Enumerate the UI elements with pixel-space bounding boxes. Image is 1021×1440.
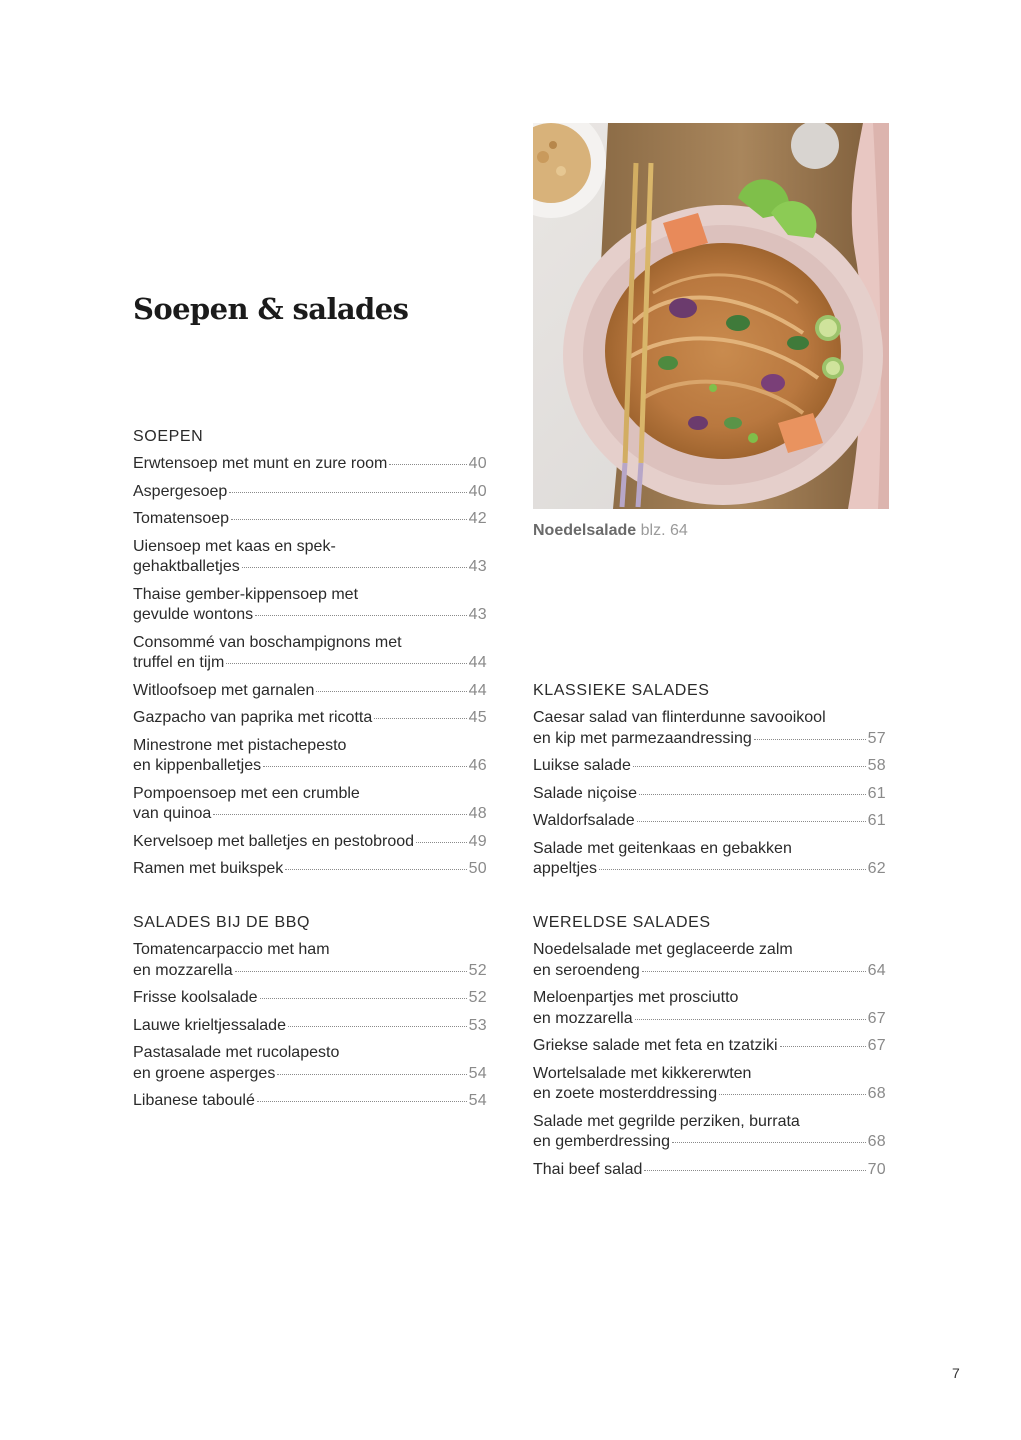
entry-page-number: 43 xyxy=(468,606,487,623)
dot-leader xyxy=(242,567,467,568)
entry-page-number: 68 xyxy=(867,1085,886,1102)
entry-title-line: en groene asperges xyxy=(133,1064,276,1082)
entry-page-number: 67 xyxy=(867,1037,886,1054)
section-wereldse-salades xyxy=(533,913,886,1187)
entry-page-number: 50 xyxy=(468,860,487,877)
entry-page-number: 54 xyxy=(468,1064,487,1082)
toc-entry xyxy=(133,708,487,729)
toc-entry xyxy=(133,1043,487,1084)
toc-entry xyxy=(133,482,487,503)
entry-title-line: Luikse salade xyxy=(533,757,631,774)
toc-entry xyxy=(533,839,886,880)
entry-title-line: Erwtensoep met munt en zure room xyxy=(133,455,388,472)
entry-title-line: Pompoensoep met een crumble xyxy=(133,784,360,802)
entry-page-number: 49 xyxy=(468,832,487,850)
toc-entry xyxy=(133,681,487,702)
entry-page-number: 42 xyxy=(468,510,487,527)
toc-entry xyxy=(533,1036,886,1057)
dot-leader xyxy=(263,766,467,767)
toc-entry xyxy=(133,784,487,825)
dot-leader xyxy=(235,971,467,972)
toc-entry xyxy=(133,940,487,981)
entry-title-line: appeltjes xyxy=(533,860,598,877)
entry-title-line: Consommé van boschampignons met xyxy=(133,633,402,651)
toc-entry xyxy=(133,537,487,578)
toc-entry xyxy=(133,988,487,1009)
noodle-salad-photo xyxy=(533,123,889,509)
dot-leader xyxy=(288,1026,467,1027)
entry-title-line: Witloofsoep met garnalen xyxy=(133,681,315,699)
recipe-list xyxy=(533,708,886,880)
dot-leader xyxy=(599,869,866,870)
toc-entry xyxy=(133,509,487,530)
page-number: 7 xyxy=(952,1365,960,1381)
section-salades-bij-de-bbq xyxy=(133,913,487,1119)
entry-page-number: 70 xyxy=(867,1160,886,1178)
dot-leader xyxy=(644,1170,865,1171)
entry-title-line: Aspergesoep xyxy=(133,482,228,500)
entry-title-line: Salade niçoise xyxy=(533,784,638,802)
entry-title-line: truffel en tijm xyxy=(133,654,225,671)
entry-title-line: Thai beef salad xyxy=(533,1160,643,1178)
entry-page-number: 62 xyxy=(867,860,886,877)
entry-title-line: en seroendeng xyxy=(533,961,640,979)
entry-title-line: Salade met geitenkaas en gebakken xyxy=(533,839,792,857)
entry-page-number: 52 xyxy=(468,961,487,979)
entry-page-number: 44 xyxy=(468,654,487,671)
toc-entry xyxy=(533,988,886,1029)
entry-title-line: en kip met parmezaandressing xyxy=(533,729,752,747)
toc-entry xyxy=(533,756,886,777)
entry-title-line: Libanese taboulé xyxy=(133,1092,255,1109)
dot-leader xyxy=(672,1142,866,1143)
entry-title-line: Minestrone met pistachepesto xyxy=(133,736,347,754)
entry-page-number: 52 xyxy=(468,989,487,1006)
entry-page-number: 46 xyxy=(468,757,487,774)
entry-page-number: 64 xyxy=(867,961,886,979)
toc-entry xyxy=(533,940,886,981)
entry-page-number: 48 xyxy=(468,805,487,822)
dot-leader xyxy=(389,464,466,465)
entry-page-number: 43 xyxy=(468,558,487,575)
dot-leader xyxy=(316,691,466,692)
entry-page-number: 61 xyxy=(867,784,886,802)
entry-title-line: en zoete mosterddressing xyxy=(533,1085,718,1102)
entry-title-line: en mozzarella xyxy=(533,1009,633,1027)
entry-page-number: 53 xyxy=(468,1016,487,1034)
toc-entry xyxy=(133,859,487,880)
entry-title-line: gehaktballetjes xyxy=(133,558,240,575)
dot-leader xyxy=(780,1046,866,1047)
entry-page-number: 54 xyxy=(468,1092,487,1109)
entry-title-line: Pastasalade met rucolapesto xyxy=(133,1044,340,1061)
dot-leader xyxy=(642,971,866,972)
entry-title-line: Noedelsalade met geglaceerde zalm xyxy=(533,941,793,958)
dot-leader xyxy=(719,1094,865,1095)
entry-page-number: 61 xyxy=(867,812,886,829)
entry-title-line: van quinoa xyxy=(133,805,212,822)
entry-page-number: 44 xyxy=(468,681,487,699)
photo-caption-name: Noedelsalade xyxy=(533,522,637,539)
toc-entry xyxy=(133,832,487,853)
entry-title-line: Thaise gember-kippensoep met xyxy=(133,585,359,603)
page-title: Soepen & salades xyxy=(133,292,409,326)
dot-leader xyxy=(229,492,466,493)
entry-page-number: 68 xyxy=(867,1133,886,1150)
entry-title-line: Waldorfsalade xyxy=(533,812,635,829)
entry-title-line: Kervelsoep met balletjes en pestobrood xyxy=(133,832,415,850)
section-soepen xyxy=(133,427,487,887)
entry-title-line: Meloenpartjes met prosciutto xyxy=(533,989,739,1006)
entry-title-line: Tomatencarpaccio met ham xyxy=(133,941,330,958)
entry-title-line: Frisse koolsalade xyxy=(133,989,258,1006)
dot-leader xyxy=(255,615,467,616)
toc-entry xyxy=(533,1064,886,1105)
entry-title-line: Gazpacho van paprika met ricotta xyxy=(133,709,373,726)
entry-title-line: en kippenballetjes xyxy=(133,757,262,774)
entry-page-number: 45 xyxy=(468,709,487,726)
dot-leader xyxy=(754,739,866,740)
dot-leader xyxy=(226,663,466,664)
entry-title-line: Caesar salad van flinterdunne savooikool xyxy=(533,709,826,726)
entry-title-line: Salade met gegrilde perziken, burrata xyxy=(533,1112,800,1130)
section-heading: SOEPEN xyxy=(133,428,204,445)
dot-leader xyxy=(260,998,467,999)
toc-entry xyxy=(133,736,487,777)
toc-entry xyxy=(133,1091,487,1112)
dot-leader xyxy=(374,718,466,719)
dot-leader xyxy=(231,519,467,520)
photo-caption xyxy=(533,521,688,541)
recipe-list xyxy=(533,940,886,1180)
entry-title-line: Lauwe krieltjessalade xyxy=(133,1016,286,1034)
dot-leader xyxy=(637,821,866,822)
dot-leader xyxy=(213,814,466,815)
dot-leader xyxy=(635,1019,866,1020)
entry-title-line: Griekse salade met feta en tzatziki xyxy=(533,1037,778,1054)
entry-title-line: Uiensoep met kaas en spek- xyxy=(133,537,336,555)
section-heading: SALADES BIJ DE BBQ xyxy=(133,914,311,931)
recipe-list xyxy=(133,940,487,1112)
toc-entry xyxy=(533,708,886,749)
entry-page-number: 40 xyxy=(468,455,487,472)
toc-entry xyxy=(133,633,487,674)
toc-entry xyxy=(533,1160,886,1181)
dot-leader xyxy=(277,1074,466,1075)
photo-caption-page: blz. 64 xyxy=(640,522,688,539)
toc-entry xyxy=(133,454,487,475)
entry-title-line: Ramen met buikspek xyxy=(133,860,284,877)
toc-entry xyxy=(533,811,886,832)
entry-title-line: en mozzarella xyxy=(133,961,233,979)
entry-page-number: 40 xyxy=(468,482,487,500)
recipe-list xyxy=(133,454,487,880)
toc-entry xyxy=(533,1112,886,1153)
entry-title-line: Wortelsalade met kikkererwten xyxy=(533,1064,752,1082)
toc-entry xyxy=(133,585,487,626)
entry-title-line: en gemberdressing xyxy=(533,1133,670,1150)
toc-entry xyxy=(133,1016,487,1037)
entry-page-number: 67 xyxy=(867,1009,886,1027)
dot-leader xyxy=(285,869,466,870)
section-heading: WERELDSE SALADES xyxy=(533,914,711,931)
dot-leader xyxy=(639,794,866,795)
dot-leader xyxy=(257,1101,467,1102)
entry-title-line: Tomatensoep xyxy=(133,510,230,527)
dot-leader xyxy=(633,766,866,767)
entry-page-number: 57 xyxy=(867,729,886,747)
entry-title-line: gevulde wontons xyxy=(133,606,254,623)
toc-entry xyxy=(533,784,886,805)
section-klassieke-salades xyxy=(533,681,886,887)
dot-leader xyxy=(416,842,467,843)
entry-page-number: 58 xyxy=(867,757,886,774)
section-heading: KLASSIEKE SALADES xyxy=(533,682,710,699)
